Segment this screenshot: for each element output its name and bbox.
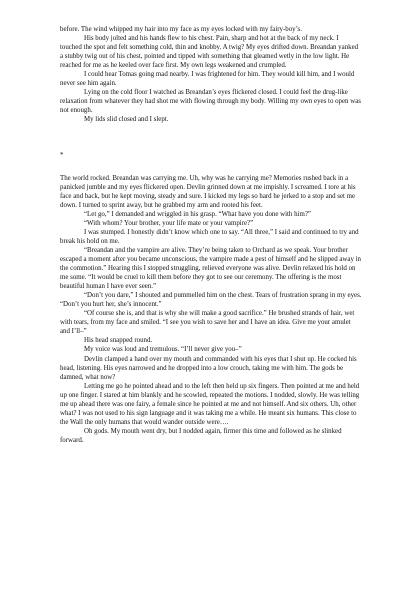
paragraph: My voice was loud and tremulous. “I’ll never give you–” bbox=[84, 346, 242, 354]
paragraph: My lids slid closed and I slept. bbox=[84, 116, 169, 124]
spacer bbox=[60, 125, 362, 151]
paragraph: Devlin clamped a hand over my mouth and commanded with his eyes that I shut up. He cocked his head, listening. His eyes narrowed and he dropped into a low crouch, taking me with him. The gods be damned, what now? bbox=[60, 355, 357, 381]
section-two bbox=[60, 174, 362, 445]
paragraph: “With whom? Your brother, your life mate or your vampire?” bbox=[84, 219, 254, 227]
spacer bbox=[60, 160, 362, 174]
scene-break-asterisk: * bbox=[60, 151, 64, 159]
paragraph: “Let go,” I demanded and wriggled in his grasp. “What have you done with him?” bbox=[84, 210, 311, 218]
paragraph: “Breandan and the vampire are alive. They’re being taken to Orchard as we speak. Your brother escaped a moment after you became unconscious, the vampire made a pest of himself and he slipped away in the commotion.” Hearing this I stopped struggling, relieved everyone was alive. Devlin relaxed his hold on me some. “It would be cruel to kill them before they got to see our ceremony. The offering is the most beautiful human I have ever seen.” bbox=[60, 246, 361, 291]
section-one bbox=[60, 25, 362, 125]
paragraph: I could hear Tomas going mad nearby. I was frightened for him. They would kill him, and I would never see him again. bbox=[60, 71, 355, 88]
paragraph: I was stumped. I honestly didn’t know which one to say. “All three,” I said and continued to try and break his hold on me. bbox=[60, 228, 359, 245]
paragraph: His head snapped round. bbox=[84, 337, 153, 345]
paragraph: Lying on the cold floor I watched as Breandan’s eyes flickered closed. I could feel the drug-like relaxation from whatever they had shot me with flowing through my body. Willing my own eyes to open was not enough. bbox=[60, 89, 361, 115]
paragraph: Letting me go he pointed ahead and to the left then held up six fingers. Then pointed at me and held up one finger. I stared at him blankly and he scowled, repeated the motions. I nodded, slowly. He was telling me up ahead there was one fairy, a female since he pointed at me and not himself. And six others. Uh, other what? I was not used to his sign language and it was taking me a while. He meant six humans. This close to the Wall the only humans that would wander outside were…. bbox=[60, 382, 360, 426]
paragraph: Oh gods. My mouth went dry, but I nodded again, firmer this time and followed as he slinked forward. bbox=[60, 427, 342, 444]
paragraph: “Of course she is, and that is why she will make a good sacrifice.” He brushed strands of hair, wet with tears, from my face and smiled. “I see you wish to save her and I have an idea. Give me your amulet and I’ll–” bbox=[60, 310, 355, 336]
paragraph: before. The wind whipped my hair into my face as my eyes locked with my fairy-boy’s. bbox=[60, 26, 302, 33]
paragraph: His body jolted and his hands flew to his chest. Pain, sharp and hot at the back of my neck. I touched the spot and felt something cold, thin and knobby. A twig? My eyes drifted down. Breandan yanked a stubby twig out of his chest, pointed and tipped with something that gleamed wetly in the low light. He reached for me as he keeled over face first. My own legs weakened and crumpled. bbox=[60, 35, 359, 70]
paragraph: The world rocked. Breandan was carrying me. Uh, why was he carrying me? Memories rushed back in a panicked jumble and my eyes flickered open. Devlin grinned down at me impishly. I screamed. I tore at his face and back, but he kept moving, steady and sure. I kicked my legs so hard he jerked to a stop and set me down. I turned to sprint away, but he grabbed my arm and rooted his feet. bbox=[60, 174, 356, 209]
paragraph: “Don’t you dare,” I shouted and pummelled him on the chest. Tears of frustration sprang in my eyes. “Don’t you hurt her, she’s innocent.” bbox=[60, 292, 362, 309]
